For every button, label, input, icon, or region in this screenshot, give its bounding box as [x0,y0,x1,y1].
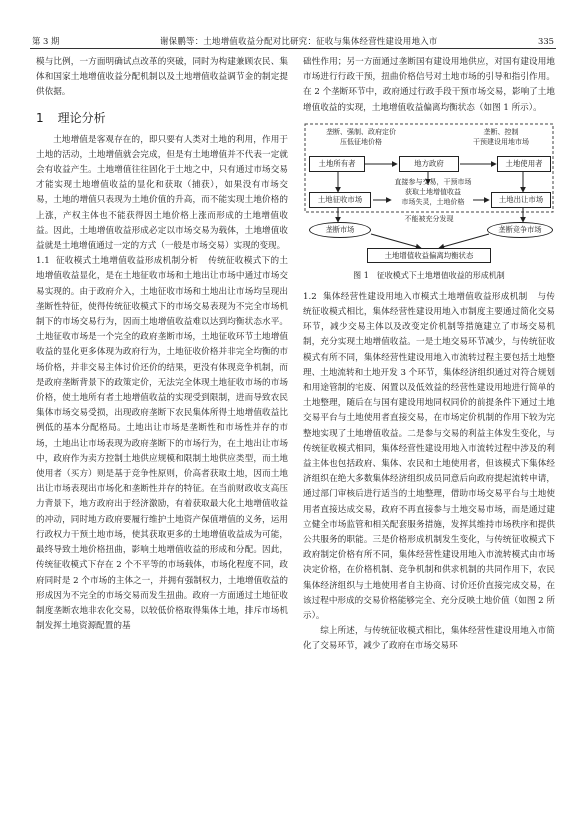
box-transfer-market: 土地出让市场 [491,192,551,208]
label-mid-3: 市场失灵，土地价格 [401,197,465,206]
subsection-number: 1.1 [36,256,50,267]
arrow-left-result [371,234,421,248]
label-mid-1: 直接参与交易，干预市场 [394,177,472,186]
issue-number: 第 3 期 [32,36,60,46]
subsection-paragraph [36,254,288,634]
oval-monopolistic-competition-market: 垄断竞争市场 [487,222,553,238]
running-header [30,34,556,49]
label-expropriation-1: 垄断、强制、政府定价 [326,127,396,136]
subsection-body: 传统征收模式下的土地增值收益显化，是在土地征收市场和土地出让市场中通过市场交易实现的。由于政府介入，土地征收市场和土地出让市场均呈现出垄断性特征，使得传统征收模式下的市场交易表现为不完全市场机制下的市场交易行为，因而土地增值收益难以达到均衡状态水平。土地征收市场是一个完全的政府垄断市场，土地征收环节土地增值收益的显化更多体现为政府行为，土地征收价格并非完全均衡的市场价格，并非交易主体讨价还价的结果，更没有体现竞争机制，而是政府垄断背景下的政策定价，无法完全体现土地征收市场的市场价格，使土地所有者土地增值收益的实现受到限制，进而导致农民集体市场交易受损，出现政府垄断下农民集体所得土地增值收益比例低的基本分配格局。土地出让市场是垄断性和市场性并存的市场，土地出让市场表现为政府垄断下的市场行为，在土地出让市场中，政府作为卖方控制土地供应规模和限制土地供应类型，而土地使用者（买方）则是基于竞争性原则，价高者获取土地，因而土地出让市场表现出市场化和垄断性并存的特征。在当前财政收支高压力背景下，地方政府出于经济激励，有着获取最大化土地增值收益的冲动，同时地方政府要履行维护土地资产保值增值的义务，运用行政权力干预土地市场，使其获取更多的土地增值收益成为可能，最终导致土地价格扭曲，影响土地增值收益的形成和分配。因此，传统征收模式下存在 2 个不平等的市场载体，市场化程度不同，政府同时是 2 个市场的主体之一，并拥有强制权力，土地增值收益的形成因为不完全的市场交易而发生扭曲。政府一方面通过土地征收制度垄断农地非农化交易，以较低价格取得集体土地，排斥市场机制发挥土地资源配置的基 [36,256,288,632]
section-number: 1 [36,110,44,125]
section-heading [36,109,288,127]
label-expropriation-2: 压低征地价格 [340,137,382,146]
box-result-disequilibrium: 土地增值收益偏离均衡状态 [367,248,491,263]
label-price-not-discovered: 不能被充分发现 [404,214,454,223]
box-expropriation-market: 土地征收市场 [309,192,371,208]
paragraph: 综上所述，与传统征收模式相比，集体经营性建设用地入市简化了交易环节，减少了政府在市场交易环 [303,626,555,652]
subsection-body: 与传统征收模式相比，集体经营性建设用地入市制度主要通过简化交易环节，减少交易主体以及改变定价机制等措施建立了市场交易机制，充分实现土地增值收益。一是土地交易环节减少，与传统征收模式有所不同，集体经营性建设用地入市流转过程主要包括土地整理、土地流转和土地开发 3 个环节，集体经济组织通过对符合规划和用途管制的宅废、闲置以及低效益的经营性建设用地进行简单的土地整理，随后在与国有建设用地同权同价的前提条件下通过土地交易平台与土地使用者直接交易，在市场定价机制的作用下较为完整地实现了土地增值收益。二是参与交易的利益主体发生变化，与传统征收模式相同，集体经营性建设用地入市流转过程中涉及的利益主体也包括政府、集体、农民和土地使用者，但该模式下集体经济组织在绝大多数集体经济组织成员同意后向政府提起流转申请，通过部门审核后进行适当的土地整理，借助市场交易平台与土地使用者直接达成交易，政府不再直接参与土地交易市场，而是通过建立健全市场监管和相关配套服务措施，发挥其维持市场秩序和提供公共服务的职能。三是价格形成机制发生变化，与传统征收模式下政府制定价格有所不同，集体经营性建设用地入市流转模式由市场决定价格，在价格机制、竞争机制和供求机制的共同作用下，农民集体经济组织与土地使用者自主协商、讨价还价直接完成交易，在该过程中形成的交易价格能够完全、充分反映土地价值（如图 2 所示）。 [303,291,555,622]
figure-1 [303,122,555,264]
arrow-right-result [439,234,489,248]
subsection-number: 1.2 [303,291,317,302]
running-title: 谢保鹏等：土地增值收益分配对比研究：征收与集体经营性建设用地入市 [160,36,438,46]
box-land-owner: 土地所有者 [309,156,365,172]
paragraph-continued: 模与比例，一方面明确试点改革的突破，同时为构建兼顾农民、集体和国家土地增值收益分配机制以及土地增值收益调节金的制定提供依据。 [36,57,288,98]
subsection-title: 征收模式土地增值收益形成机制分析 [55,256,199,267]
left-column [36,55,288,634]
right-column [303,55,555,655]
box-land-user: 土地使用者 [497,156,551,172]
label-transfer-2: 干预建设用地市场 [473,137,529,146]
box-local-government: 地方政府 [399,156,459,172]
paragraph-continued: 础性作用；另一方面通过垄断国有建设用地供应，对国有建设用地市场进行行政干预，扭曲价格信号对土地市场的引导和指引作用。在 2 个垄断环节中，政府通过行政手段干预市场交易，影响了土地增值收益的实现，土地增值收益偏离均衡状态（如图 1 所示）。 [303,57,555,113]
oval-monopoly-market: 垄断市场 [309,222,371,238]
paragraph: 土地增值是客观存在的，即只要有人类对土地的利用，作用于土地的活动，土地增值就会完成，但是有土地增值并不代表一定就会有收益产生。土地增值往往固化于土地之中，只有通过市场交易才能实现土地增值收益的显化和获取（捕获），如果没有市场交易，土地的增值只表现为土地价值的升高，而不能实现土地价格的上涨，产权主体也不能获得因土地价格上涨而形成的土地增值收益。因此，土地增值收益形成必定以市场交易为载体，土地增值收益就是土地增值通过一定的方式（一般是市场交易）实现的变现。 [36,134,288,252]
section-title: 理论分析 [57,110,106,125]
label-mid-2: 获取土地增值收益 [405,187,461,196]
subsection-title: 集体经营性建设用地入市模式土地增值收益形成机制 [322,291,528,302]
label-transfer-1: 垄断、控制 [483,127,519,136]
page-number: 335 [538,36,554,46]
subsection-paragraph [303,290,555,624]
figure-caption: 图 1 征收模式下土地增值收益的形成机制 [353,270,505,280]
